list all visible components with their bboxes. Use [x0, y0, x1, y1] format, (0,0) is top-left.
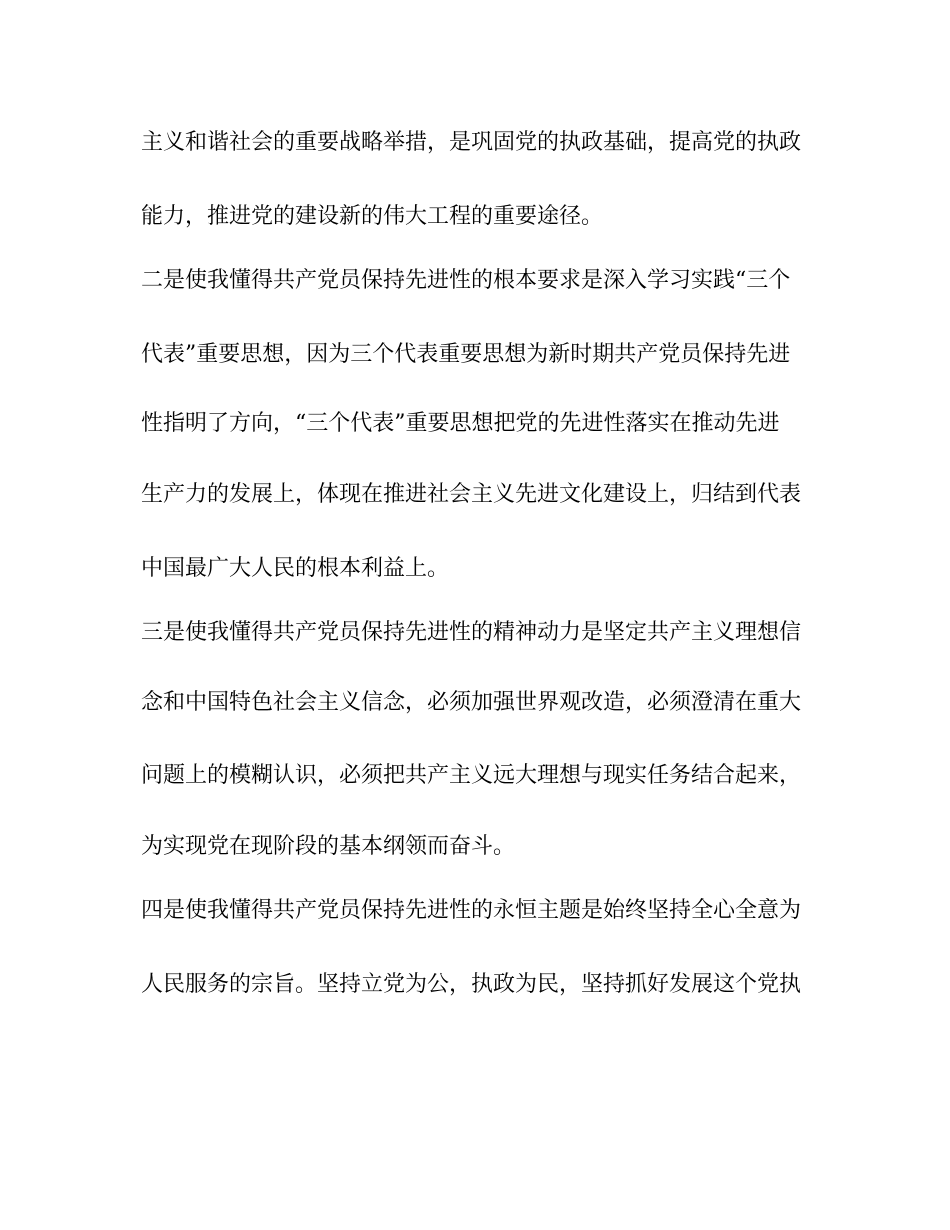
text-line: 三是使我懂得共产党员保持先进性的精神动力是坚定共产主义理想信 — [141, 620, 802, 645]
text-line: 性指明了方向，“三个代表”重要思想把党的先进性落实在推动先进 — [141, 411, 780, 436]
text-line: 二是使我懂得共产党员保持先进性的根本要求是深入学习实践“三个 — [141, 268, 791, 293]
text-line: 念和中国特色社会主义信念，必须加强世界观改造，必须澄清在重大 — [141, 690, 802, 715]
text-line: 主义和谐社会的重要战略举措，是巩固党的执政基础，提高党的执政 — [141, 130, 802, 155]
text-line: 能力，推进党的建设新的伟大工程的重要途径。 — [141, 204, 604, 229]
text-line: 中国最广大人民的根本利益上。 — [141, 556, 450, 581]
text-line: 问题上的模糊认识，必须把共产主义远大理想与现实任务结合起来， — [141, 763, 802, 788]
text-line: 生产力的发展上，体现在推进社会主义先进文化建设上，归结到代表 — [141, 482, 802, 507]
text-line: 为实现党在现阶段的基本纲领而奋斗。 — [141, 834, 516, 859]
text-line: 人民服务的宗旨。坚持立党为公，执政为民，坚持抓好发展这个党执 — [141, 972, 802, 997]
text-line: 四是使我懂得共产党员保持先进性的永恒主题是始终坚持全心全意为 — [141, 898, 802, 923]
text-line: 代表”重要思想，因为三个代表重要思想为新时期共产党员保持先进 — [141, 342, 791, 367]
